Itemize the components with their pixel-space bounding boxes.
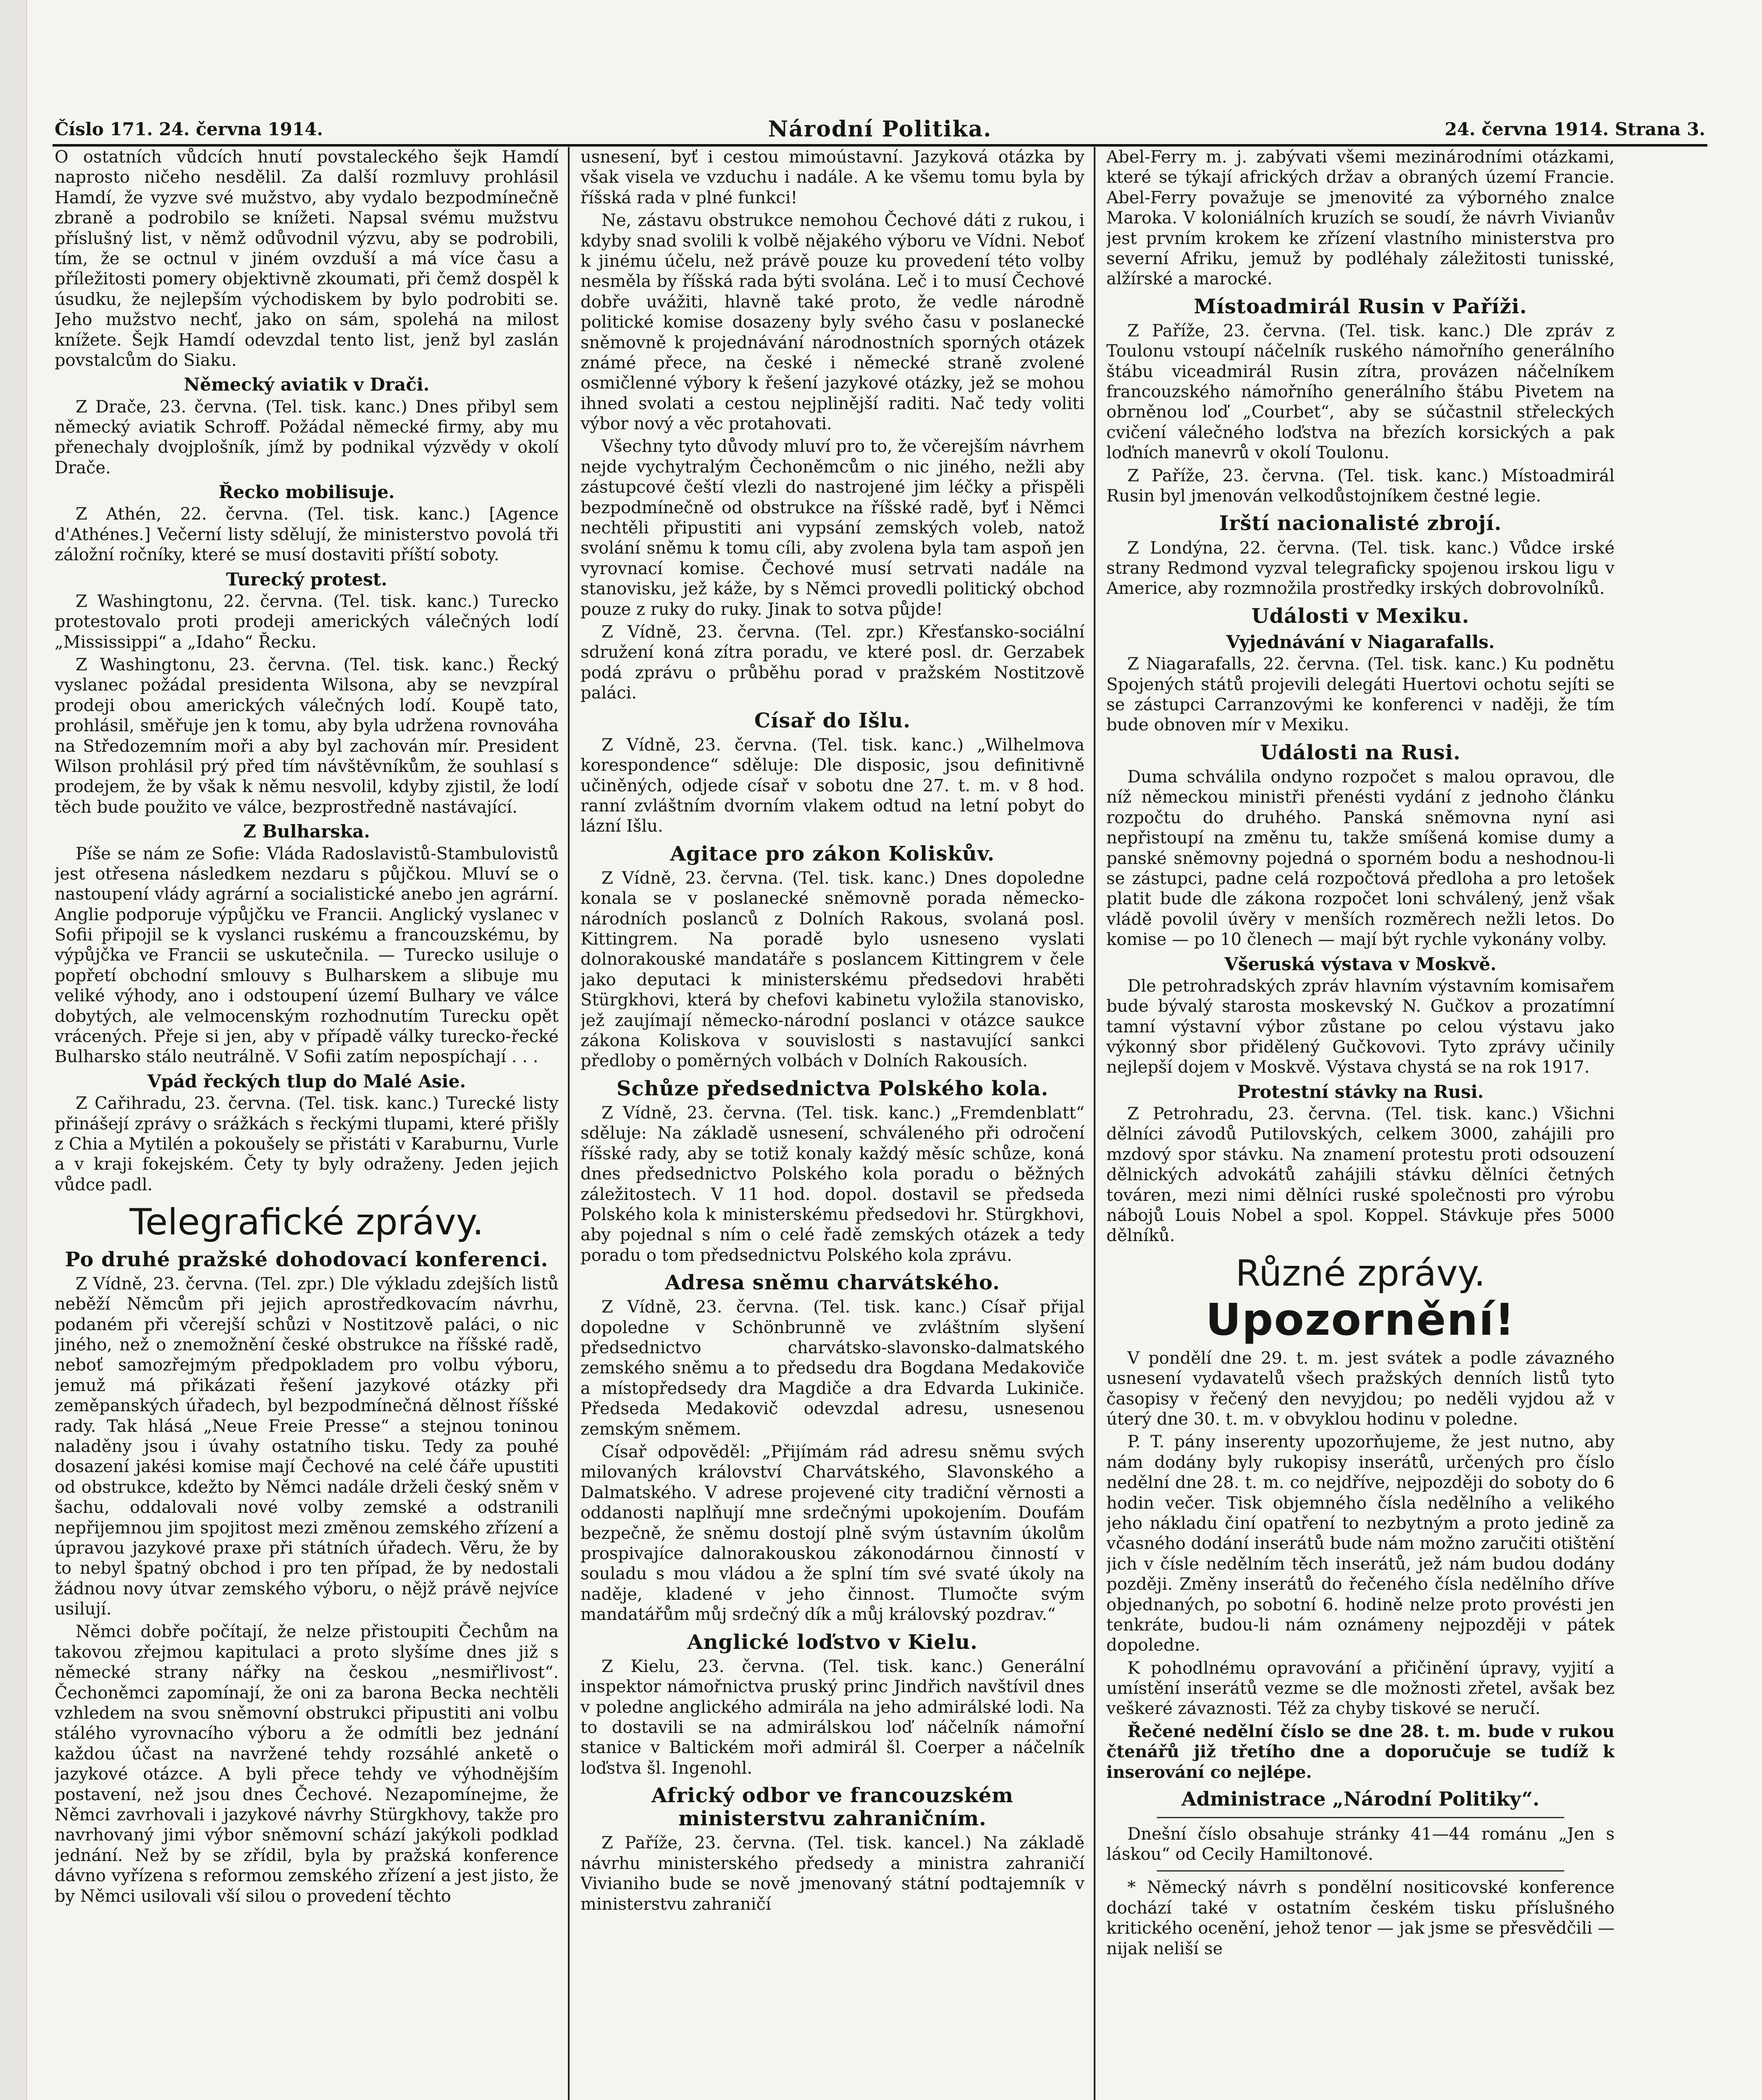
header-rule — [53, 144, 1707, 147]
article-paragraph: usnesení, byť i cestou mimoústavní. Jazyková otázka by však visela ve vzduchu i nadále. A ke všemu tomu byla by říšská rada v plné funkci! — [580, 147, 1085, 207]
article-heading: Německý aviatik v Drači. — [184, 374, 430, 395]
article-paragraph: Císař odpověděl: „Přijímám rád adresu sněmu svých milovaných království Charvátského, Slavonského a Dalmatského. V adrese projevené city tradiční věrnosti a oddanosti naplňují mne srdečnými upokojením. Doufám bezpečně, že sněmu dostojí plně svým ústavním úkolům prospivajíce dalnorakouskou zákonodárnou činností v souladu s mou vládou a že splní tím své svaté úkoly na naděje, kladené v jeho činnost. Tlumočte svým mandatářům můj srdečný dík a můj královský pozdrav.“ — [580, 1442, 1085, 1625]
article-heading: Agitace pro zákon Koliskův. — [670, 842, 995, 866]
article-paragraph: Ne, zástavu obstrukce nemohou Čechové dáti z rukou, i kdyby snad svolili k volbě nějakého výboru ve Vídni. Neboť k jinému účelu, než právě pouze ku provedení této volby nesměla by říšská rada býti svolána. Leč i to musí Čechové dobře uvážiti, hlavně také proto, že vedle národně politické komise dosazeny byly svého času v poslanecké sněmovně k projednávání národnostních sporných otázek známé přece, na české i německé straně zvolené osmičlenné výbory k řešení jazykové otázky, jež se mohou ihned svolati a cestou nejplinější raditi. Nač tedy voliti výbor nový a věc protahovati. — [580, 211, 1085, 434]
article-paragraph: Všechny tyto důvody mluví pro to, že včerejším návrhem nejde vychytralým Čechoněmcům o nic jiného, nežli aby zástupcové čeští vlezli do nastrojené jim léčky a přispěli bezpodmínečně od obstrukce na říšské radě, byť i Němci nechtěli připustiti ani vypsání zemských voleb, natož svolání sněmu k tomu cíli, aby zvolena byla tam aspoň jen vyrovnací komise. Čechové musí setrvati nadále na stanovisku, jež káže, by s Němci provedli politický obchod pouze z ruky do ruky. Jinak to sotva půjde! — [580, 437, 1085, 619]
article-paragraph: O ostatních vůdcích hnutí povstaleckého šejk Hamdí naprosto ničeho nesdělil. Za další rozmluvy prohlásil Hamdí, že vyzve své mužstvo, aby vydalo bezpodmínečně zbraně a podrobilo se knížeti. Napsal svému mužstvu příslušný list, v němž odůvodnil výzvu, aby se podrobili, tím, že se octnul v jiném ovzduší a má více času a příležitosti pomery objektivně zkoumati, při čemž dospěl k úsudku, že nejlepším východiskem by bylo podrobiti se. Jeho mužstvo nechť, jako on sám, spolehá na milost knížete. Šejk Hamdí odevzdal tento list, jenž byl zaslán povstalcům do Siaku. — [55, 147, 559, 370]
article-paragraph: Píše se nám ze Sofie: Vláda Radoslavistů-Stambulovistů jest otřesena následkem nezdaru s půjčkou. Mluví se o nastoupení vlády agrární a socialistické anebo jen agrární. Anglie podporuje výpůjčku ve Francii. Anglický vyslanec v Sofii připojil se k vyslanci ruskému a francouzskému, by výpůjčka ve Francii se uskutečnila. — Turecko usiluje o popřetí obchodní smlouvy s Bulharskem a slibuje mu veliké výhody, ano i odstoupení území Bulhary ve válce dobytých, ale velmocenským rozhodnutím Turecku opět vrácených. Přeje si jen, aby v případě války turecko-řecké Bulharsko stálo neutrálně. V Sofii zatím nepospíchají . . . — [55, 844, 559, 1067]
column-2 — [580, 147, 1085, 2100]
article-heading: Africký odbor ve francouzském ministerstvu zahraničním. — [651, 1784, 1014, 1831]
article-subheading: Protestní stávky na Rusi. — [1237, 1081, 1484, 1102]
article-heading: Z Bulharska. — [243, 821, 370, 842]
article-heading: Události na Rusi. — [1260, 740, 1461, 764]
article-paragraph: Z Vídně, 23. června. (Tel. zpr.) Křesťansko-sociální sdružení koná zítra poradu, ve které posl. dr. Gerzabek podá zprávu o průběhu porad v pražském Nostitzově paláci. — [580, 622, 1085, 703]
article-heading: Události v Mexiku. — [1251, 604, 1470, 628]
article-paragraph: Z Niagarafalls, 22. června. (Tel. tisk. kanc.) Ku podnětu Spojených států projevili delegáti Huertovi ochotu sejíti se se zástupci Carranzovými ke konferenci v naději, že tím bude obnoven mír v Mexiku. — [1106, 654, 1615, 735]
administration-signature: Administrace „Národní Politiky“. — [1181, 1788, 1540, 1811]
article-paragraph: Z Cařihradu, 23. června. (Tel. tisk. kanc.) Turecké listy přinášejí zprávy o srážkách s řeckými tlupami, které přišly z Chia a Mytilén a pokoušely se přistáti v Karaburnu, Vurle a v kraji fokejském. Čety ty byly odraženy. Jeden jejich vůdce padl. — [55, 1094, 559, 1194]
column-3 — [1106, 147, 1615, 2100]
article-heading: Řecko mobilisuje. — [218, 482, 395, 503]
article-paragraph: Z Paříže, 23. června. (Tel. tisk. kanc.) Místoadmirál Rusin byl jmenován velkodůstojníkem čestné legie. — [1106, 466, 1615, 506]
article-heading: Místoadmirál Rusin v Paříži. — [1194, 294, 1527, 318]
article-heading: Císař do Išlu. — [754, 709, 911, 732]
article-heading: Turecký protest. — [226, 569, 387, 590]
page-edge — [0, 0, 27, 2100]
column-1 — [55, 147, 559, 2100]
article-paragraph: Z Vídně, 23. června. (Tel. tisk. kanc.) „Wilhelmova korespondence“ sděluje: Dle disposic, jsou definitivně učiněných, odjede císař v sobotu dne 27. t. m. v 8 hod. ranní zvláštním dvorním vlakem odtud na letní pobyt do lázní Išlu. — [580, 735, 1085, 836]
article-paragraph: Dle petrohradských zpráv hlavním výstavním komisařem bude bývalý starosta moskevský N. Gučkov a prozatímní tamní výstavní výbor zůstane po celou výstavu jako výkonný sbor přidělený Gučkovovi. Tyto zprávy učinily nejlepší dojem v Moskvě. Výstava chystá se na rok 1917. — [1106, 976, 1615, 1077]
notice-heading-upozorneni: Upozornění! — [1205, 1294, 1515, 1346]
article-heading: Irští nacionalisté zbrojí. — [1219, 512, 1502, 536]
divider — [1157, 1870, 1564, 1872]
article-paragraph: Z Washingtonu, 22. června. (Tel. tisk. kanc.) Turecko protestovalo proti prodeji amerických válečných lodí „Mississippi“ a „Idaho“ Řecku. — [55, 591, 559, 652]
article-paragraph: Němci dobře počítají, že nelze přistoupiti Čechům na takovou zřejmou kapitulaci a proto slyšíme dnes již s německé strany nářky na českou „nesmiřlivost“. Čechoněmci zapomínají, že oni za barona Becka nechtěli vzhledem na svou sněmovní obstrukci připustiti ani volbu stálého vyrovnacího výboru a že odmítli bez jednání každou účast na navržené tehdy rozsáhlé anketě o jazykové otázce. A byli přece tehdy ve výhodnějším postavení, než jsou dnes Čechové. Nezapomínejme, že Němci zavrhovali i jazykové návrhy Stürgkhovy, takže pro navrhovaný jimi výbor sněmovní schází jakýkoli podklad jednání. Než by se zřídil, byla by pražská konference dávno vyřízena s reformou zemského zřízení a jest jisto, že by Němci usilovali vší silou o provedení těchto — [55, 1622, 559, 1906]
article-paragraph: Z Paříže, 23. června. (Tel. tisk. kancel.) Na základě návrhu ministerského předsedy a ministra zahraničí Vivianiho bude se nově jmenovaný státní podtajemník v ministerstvu zahraničí — [580, 1833, 1085, 1914]
article-heading: Schůze předsednictva Polského kola. — [616, 1076, 1049, 1100]
article-heading: Anglické loďstvo v Kielu. — [687, 1630, 978, 1654]
article-paragraph: Duma schválila ondyno rozpočet s malou opravou, dle níž německou ministři přenésti vydání z jednoho článku rozpočtu do druhého. Panská sněmovna nyní asi nepřistoupí na změnu tu, takže smíšená komise dumy a panské sněmovny pojedná o sporném bodu a neshodnou-li se zástupci, padne celá rozpočtová předloha a pro letošek platit bude dle zákona rozpočet loni schválený, jenž však vládě povolil úvěry v menších rozměrech nežli letos. Do komise — po 10 členech — mají být rychle vykonány volby. — [1106, 767, 1615, 950]
article-paragraph: Z Petrohradu, 23. června. (Tel. tisk. kanc.) Všichni dělníci závodů Putilovských, celkem 3000, zahájili pro mzdový spor stávku. Na znamení protestu proti odsouzení dělnických advokátů zahájili stávku dělníci četných továren, mezi nimi dělníci ruské společnosti pro výrobu nábojů Louis Nobel a spol. Koppel. Stávkuje přes 5000 dělníků. — [1106, 1104, 1615, 1246]
article-paragraph: Z Vídně, 23. června. (Tel. tisk. kanc.) Dnes dopoledne konala se v poslanecké sněmovně porada německo-národních poslanců z Dolních Rakous, svolaná posl. Kittingrem. Na poradě bylo usneseno vyslati dolnorakouské mandatáře s poslancem Kittingrem v čele jako deputaci k ministerskému předsedovi hraběti Stürgkhovi, která by chefovi kabinetu vyložila stanovisko, jež zaujímají německo-národní poslanci v otázce saukce zákona Koliskova v souvislosti s nastavující sankci předloby o poměrných volbách v Dolních Rakousích. — [580, 868, 1085, 1071]
masthead-title: Národní Politika. — [768, 116, 992, 142]
article-heading: Vpád řeckých tlup do Malé Asie. — [147, 1071, 466, 1092]
divider — [1157, 1817, 1564, 1818]
column-divider — [1094, 147, 1095, 2100]
section-heading-ruzne: Různé zprávy. — [1235, 1252, 1486, 1294]
article-heading: Po druhé pražské dohodovací konferenci. — [65, 1247, 549, 1271]
article-subheading: Všeruská výstava v Moskvě. — [1224, 953, 1497, 974]
article-paragraph: K pohodlnému opravování a přičinění úpravy, vyjití a umístění inserátů vezme se dle možnosti zřetel, avšak bez veškeré závaznosti. Též za chyby tiskové se neručí. — [1106, 1658, 1615, 1719]
issue-date-page: 24. června 1914. Strana 3. — [1444, 119, 1705, 139]
issue-number: Číslo 171. 24. června 1914. — [55, 119, 323, 139]
article-paragraph: Abel-Ferry m. j. zabývati všemi mezinárodními otázkami, které se týkají afrických držav a obraných území Francie. Abel-Ferry považuje se jmenovité za výborného znalce Maroka. V koloniálních kruzích se soudí, že návrh Vivianův jest prvním krokem ke zřízení vlastního ministerstva pro severní Afriku, jemuž by podléhaly záležitosti tunisské, alžírské a marocké. — [1106, 147, 1615, 289]
article-paragraph: Z Londýna, 22. června. (Tel. tisk. kanc.) Vůdce irské strany Redmond vyzval telegraficky spojenou irskou ligu v Americe, aby rozmnožila prostředky irských dobrovolníků. — [1106, 538, 1615, 598]
article-paragraph: * Německý návrh s pondělní nositicovské konference dochází také v ostatním českém tisku příslušného kritického ocenění, jehož tenor — jak jsme se přesvědčili — nijak neliší se — [1106, 1878, 1615, 1958]
section-heading-telegraficke: Telegrafické zprávy. — [129, 1201, 484, 1244]
article-paragraph: Dnešní číslo obsahuje stránky 41—44 románu „Jen s láskou“ od Cecily Hamiltonové. — [1106, 1824, 1615, 1864]
article-paragraph: Z Vídně, 23. června. (Tel. tisk. kanc.) „Fremdenblatt“ sděluje: Na základě usnesení, schváleného při odročení říšské rady, aby se totiž konaly každý měsíc schůze, koná dnes předsednictvo Polského kola poradu o běžných záležitostech. V 11 hod. dopol. dostavil se předseda Polského kola k ministerskému předsedovi hr. Stürgkhovi, aby pojednal s ním o celé řadě zemských otázek a tedy poradu o tom předsednictvu Polského kola zprávu. — [580, 1103, 1085, 1265]
article-paragraph: Z Drače, 23. června. (Tel. tisk. kanc.) Dnes přibyl sem německý aviatik Schroff. Požádal německé firmy, aby mu přenechaly dvojplošník, jímž by podnikal výzvědy v okolí Drače. — [55, 397, 559, 478]
article-subheading: Vyjednávání v Niagarafalls. — [1226, 631, 1495, 652]
article-paragraph: Z Athén, 22. června. (Tel. tisk. kanc.) [Agence d'Athénes.] Večerní listy sdělují, že ministerstvo povolá tři záložní ročníky, které se musí dostaviti příští soboty. — [55, 504, 559, 565]
column-divider — [568, 147, 570, 2100]
article-paragraph: Z Vídně, 23. června. (Tel. zpr.) Dle výkladu zdejších listů neběží Němcům při jejich aprostředkovacím návrhu, podaném při včerejší schůzi v Nostitzově paláci, o nic jiného, než o znemožnění české obstrukce na říšské radě, neboť samozřejmým předpokladem pro volbu výboru, jemuž má přikázati řešení jazykové otázky při zeměpanských úřadech, byl bezpodmínečná dělnost říšské rady. Tak hlásá „Neue Freie Presse“ a stejnou toninou naladěny jsou i úvahy ostatního tisku. Tedy za pouhé dosazení jakési komise mají Čechové na celé čáře upustiti od obstrukce, kdežto by Němci nadále drželi český sněm v šachu, oddalovali nové volby zemské a odstranili nepřijemnou jim spojitost mezi změnou zemského zřízení a úpravou jazykové praxe při státních úřadech. Věru, že by to nebyl špatný obchod i pro ten případ, že by nedostali žádnou novy útvar zemského výboru, o nějž právě nejvíce usilují. — [55, 1274, 559, 1619]
article-heading: Adresa sněmu charvátského. — [665, 1271, 1000, 1295]
article-paragraph: P. T. pány inserenty upozorňujeme, že jest nutno, aby nám dodány byly rukopisy inserátů, určených pro číslo nedělní dne 28. t. m. co nejdříve, nejpozději do soboty do 6 hodin večer. Tisk objemného čísla nedělního a velikého jeho nákladu činí opatření to nezbytným a proto jedině za včasného dodání inserátů bude nám možno zaručiti otištění jich v čísle nedělním těch inserátů, jež nám budou dodány později. Změny inserátů do řečeného čísla nedělního dříve objednaných, po sobotní 6. hodině nelze proto provésti jen tenkráte, budou-li nám oznámeny nejpozději v pátek dopoledne. — [1106, 1432, 1615, 1655]
article-paragraph: Z Paříže, 23. června. (Tel. tisk. kanc.) Dle zpráv z Toulonu vstoupí náčelník ruského námořního generálního štábu viceadmirál Rusin zítra, provázen náčelníkem francouzského námořního generálního štábu Pivetem na obrněnou loď „Courbet“, aby se súčastnil střeleckých cvičení válečného loďstva na březích korsických a pak loďních manevrů v okolí Toulonu. — [1106, 321, 1615, 463]
article-paragraph: V pondělí dne 29. t. m. jest svátek a podle závazného usnesení vydavatelů všech pražských denních listů tyto časopisy v řečený den nevyjdou; po neděli vyjdou až v úterý dne 30. t. m. v obvyklou hodinu v poledne. — [1106, 1348, 1615, 1429]
article-paragraph: Z Washingtonu, 23. června. (Tel. tisk. kanc.) Řecký vyslanec požádal presidenta Wilsona, aby se nevzpíral prodeji obou amerických válečných lodí. Koupě tato, prohlásil, směřuje jen k tomu, aby byla udržena rovnováha na Středozemním moři a aby byl zachován mír. President Wilson prohlásil prý před tím návštěvníkům, že souhlasí s prodejem, že by však k němu nesvolil, kdyby zjistil, že lodí těch bude použito ve válce, bezprostředně nastávající. — [55, 655, 559, 817]
article-paragraph: Řečené nedělní číslo se dne 28. t. m. bude v rukou čtenářů již třetího dne a doporučuje se tudíž k inserování co nejlépe. — [1106, 1721, 1615, 1782]
article-paragraph: Z Kielu, 23. června. (Tel. tisk. kanc.) Generální inspektor námořnictva pruský princ Jindřich navštívil dnes v poledne anglického admirála na jeho admirálské lodi. Na to dostavili se na admirálskou loď náčelník námořní stanice v Baltickém moři admirál šl. Coerper a náčelník loďstva šl. Ingenohl. — [580, 1656, 1085, 1778]
article-paragraph: Z Vídně, 23. června. (Tel. tisk. kanc.) Císař přijal dopoledne v Schönbrunně ve zvláštním slyšení předsednictvo charvátsko-slavonsko-dalmatského zemského sněmu a to předsedu dra Bogdana Medakoviče a místopředsedy dra Magdiče a dra Edvarda Lukiniče. Předseda Medakovič odevzdal adresu, usnesenou zemským sněmem. — [580, 1297, 1085, 1439]
page-header — [55, 111, 1705, 145]
